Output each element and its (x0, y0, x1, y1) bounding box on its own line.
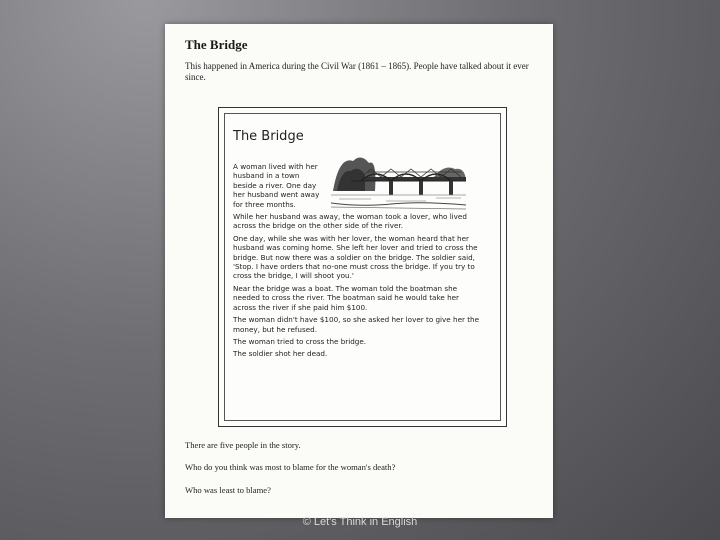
question-line: There are five people in the story. (185, 440, 301, 450)
question-line: Who do you think was most to blame for the woman's death? (185, 462, 396, 472)
story-title: The Bridge (233, 129, 304, 144)
document-page (165, 24, 553, 518)
story-paragraph: A woman lived with her husband in a town beside a river. One day her husband went away for three months. (233, 162, 320, 209)
question-line: Who was least to blame? (185, 485, 271, 495)
document-intro: This happened in America during the Civil War (1861 – 1865). People have talked about it ever since. (185, 61, 529, 82)
story-box (218, 107, 507, 427)
story-paragraph: While her husband was away, the woman took a lover, who lived across the bridge on the other side of the river. (233, 212, 467, 231)
story-paragraph: The woman didn't have $100, so she asked her lover to give her the money, but he refused. (233, 315, 480, 334)
document-title: The Bridge (185, 37, 248, 52)
copyright-footer: © Let's Think in English (302, 516, 418, 528)
story-paragraph: Near the bridge was a boat. The woman told the boatman she needed to cross the river. The boatman said he would take her across the river if she paid him $100. (233, 283, 460, 312)
story-text (233, 162, 480, 362)
story-paragraph: One day, while she was with her lover, the woman heard that her husband was coming home. She left her lover and tried to cross the bridge. But now there was a soldier on the bridge. The soldier said, 'Stop. I have orders that no-one must cross the bridge. If you try to cross the bridge, I will shoot you.' (233, 233, 478, 281)
story-paragraph: The soldier shot her dead. (233, 349, 328, 359)
story-paragraph: The woman tried to cross the bridge. (233, 336, 367, 346)
